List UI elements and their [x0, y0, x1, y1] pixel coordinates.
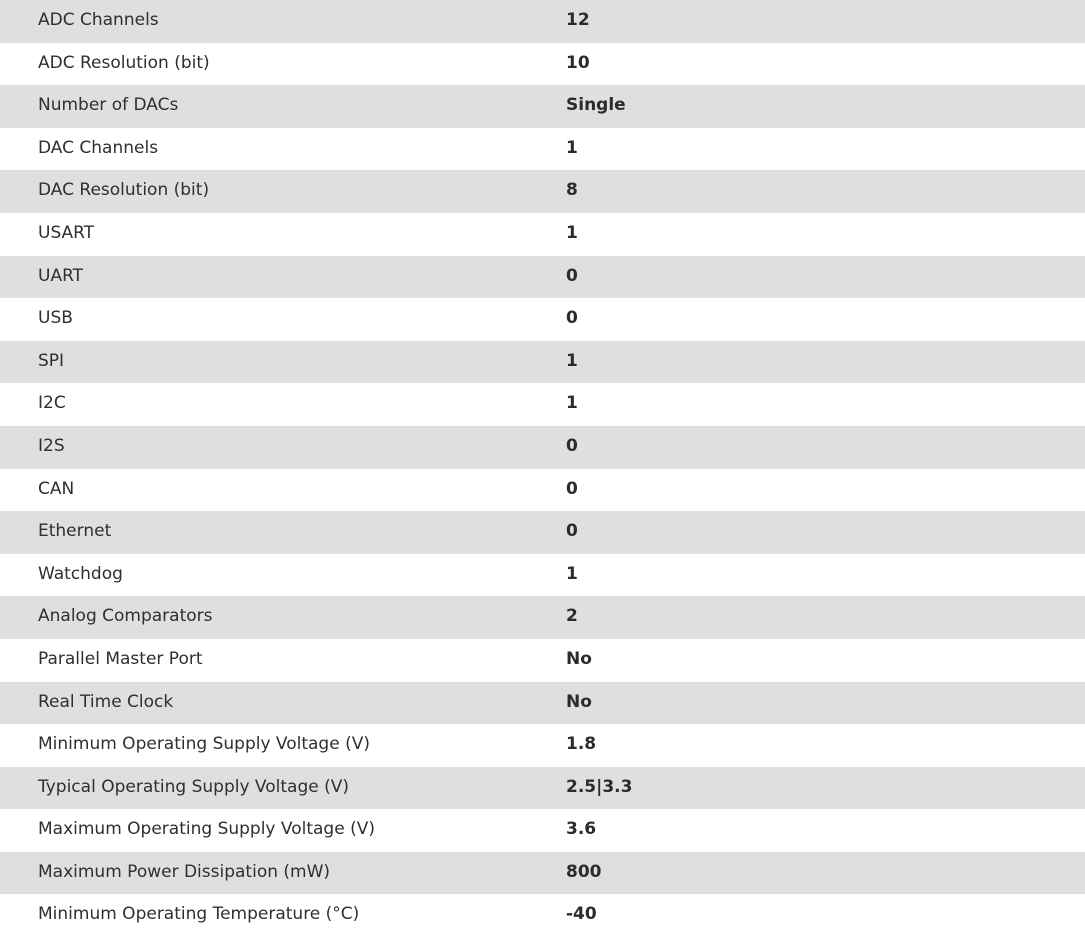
spec-row-adc-resolution	[0, 43, 1085, 86]
spec-value: No	[566, 648, 592, 669]
spec-value: 2	[566, 606, 578, 627]
spec-value: 8	[566, 180, 578, 201]
spec-value: 10	[566, 52, 590, 73]
spec-value: No	[566, 691, 592, 712]
spec-label: USB	[38, 308, 73, 329]
spec-label: Ethernet	[38, 521, 112, 542]
spec-label: DAC Channels	[38, 137, 159, 158]
spec-value: 3.6	[566, 819, 597, 840]
spec-row-number-of-dacs	[0, 85, 1085, 128]
spec-row-watchdog	[0, 554, 1085, 597]
spec-row-uart	[0, 256, 1085, 299]
spec-row-max-supply-voltage	[0, 809, 1085, 852]
spec-value: 12	[566, 10, 590, 30]
spec-value: 0	[566, 435, 578, 456]
spec-label: Parallel Master Port	[38, 648, 203, 669]
spec-label: Real Time Clock	[38, 691, 174, 712]
spec-row-dac-channels	[0, 128, 1085, 171]
spec-row-analog-comparators	[0, 596, 1085, 639]
spec-row-real-time-clock	[0, 682, 1085, 725]
spec-label: SPI	[38, 350, 65, 371]
spec-row-adc-channels	[0, 0, 1085, 43]
spec-row-parallel-master-port	[0, 639, 1085, 682]
spec-value: 800	[566, 861, 602, 882]
spec-row-i2s	[0, 426, 1085, 469]
spec-row-min-supply-voltage	[0, 724, 1085, 767]
spec-row-usb	[0, 298, 1085, 341]
spec-value: Single	[566, 95, 626, 116]
spec-label: ADC Resolution (bit)	[38, 52, 210, 73]
spec-value: 1	[566, 393, 578, 414]
spec-value: 1.8	[566, 734, 597, 755]
spec-row-ethernet	[0, 511, 1085, 554]
spec-value: 1	[566, 563, 578, 584]
spec-label: Maximum Power Dissipation (mW)	[38, 861, 331, 882]
spec-value: 0	[566, 308, 578, 329]
spec-row-i2c	[0, 383, 1085, 426]
spec-value: 1	[566, 350, 578, 371]
spec-row-can	[0, 469, 1085, 512]
spec-value: 0	[566, 521, 578, 542]
spec-label: DAC Resolution (bit)	[38, 180, 210, 201]
spec-label: I2C	[38, 393, 66, 414]
spec-label: USART	[38, 222, 95, 243]
spec-label: Typical Operating Supply Voltage (V)	[38, 776, 349, 797]
spec-row-max-power-dissipation	[0, 852, 1085, 895]
spec-row-dac-resolution	[0, 170, 1085, 213]
spec-label: Analog Comparators	[38, 606, 213, 627]
spec-row-spi	[0, 341, 1085, 384]
spec-label: ADC Channels	[38, 10, 159, 30]
spec-value: 1	[566, 222, 578, 243]
spec-label: Number of DACs	[38, 95, 179, 116]
spec-label: CAN	[38, 478, 75, 499]
spec-value: -40	[566, 904, 597, 925]
spec-label: UART	[38, 265, 84, 286]
spec-label: Minimum Operating Supply Voltage (V)	[38, 734, 370, 755]
spec-label: Minimum Operating Temperature (°C)	[38, 904, 360, 925]
spec-row-min-operating-temperature	[0, 894, 1085, 937]
spec-value: 0	[566, 478, 578, 499]
spec-row-typ-supply-voltage	[0, 767, 1085, 810]
spec-value: 0	[566, 265, 578, 286]
spec-row-usart	[0, 213, 1085, 256]
spec-value: 1	[566, 137, 578, 158]
spec-value: 2.5|3.3	[566, 776, 633, 797]
spec-label: Maximum Operating Supply Voltage (V)	[38, 819, 375, 840]
spec-label: I2S	[38, 435, 65, 456]
spec-label: Watchdog	[38, 563, 123, 584]
